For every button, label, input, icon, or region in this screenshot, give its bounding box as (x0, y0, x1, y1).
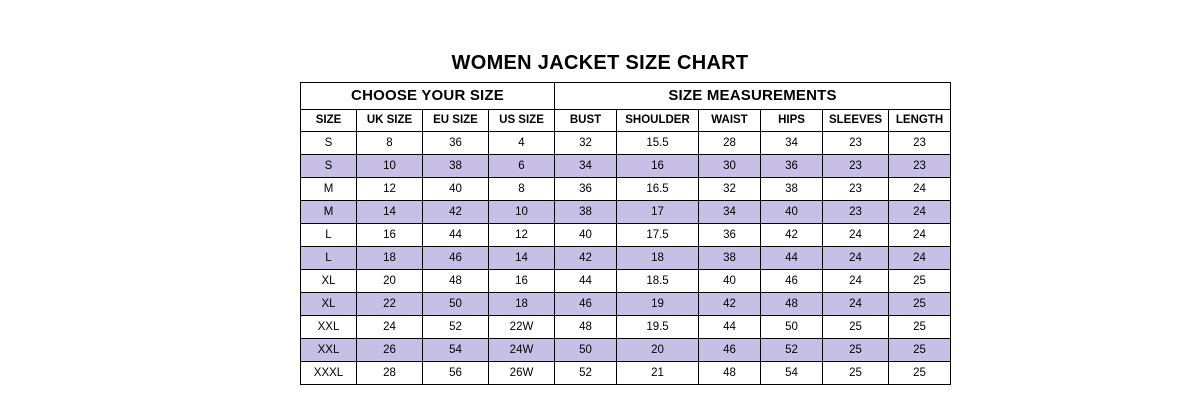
table-row (301, 293, 951, 316)
table-cell: 18.5 (617, 270, 699, 293)
table-cell: 48 (761, 293, 823, 316)
table-cell: XXL (301, 339, 357, 362)
column-header-size: SIZE (301, 110, 357, 132)
table-cell: 12 (489, 224, 555, 247)
table-cell: 17 (617, 201, 699, 224)
table-cell: 44 (423, 224, 489, 247)
table-cell: 25 (823, 339, 889, 362)
table-body (301, 132, 951, 385)
table-cell: 36 (761, 155, 823, 178)
table-cell: 16 (357, 224, 423, 247)
table-cell: 54 (761, 362, 823, 385)
table-cell: 16 (617, 155, 699, 178)
table-cell: 23 (823, 132, 889, 155)
table-cell: 48 (699, 362, 761, 385)
table-cell: 48 (555, 316, 617, 339)
table-cell: 17.5 (617, 224, 699, 247)
table-cell: 14 (489, 247, 555, 270)
table-cell: 24 (889, 201, 951, 224)
table-cell: 25 (889, 339, 951, 362)
table-cell: XL (301, 293, 357, 316)
column-header-eu-size: EU SIZE (423, 110, 489, 132)
column-header-waist: WAIST (699, 110, 761, 132)
size-chart-table (300, 82, 951, 385)
table-cell: 24 (823, 224, 889, 247)
column-header-uk-size: UK SIZE (357, 110, 423, 132)
table-row (301, 132, 951, 155)
table-row (301, 155, 951, 178)
table-cell: 44 (699, 316, 761, 339)
table-cell: 50 (555, 339, 617, 362)
table-cell: 32 (699, 178, 761, 201)
table-row (301, 339, 951, 362)
table-cell: 4 (489, 132, 555, 155)
table-cell: 25 (889, 362, 951, 385)
table-cell: 24 (357, 316, 423, 339)
table-cell: 46 (761, 270, 823, 293)
table-cell: 46 (423, 247, 489, 270)
table-cell: 12 (357, 178, 423, 201)
table-cell: S (301, 132, 357, 155)
page-title: WOMEN JACKET SIZE CHART (451, 52, 749, 74)
table-cell: 38 (555, 201, 617, 224)
table-row (301, 270, 951, 293)
table-cell: 22W (489, 316, 555, 339)
table-cell: 30 (699, 155, 761, 178)
table-cell: 19.5 (617, 316, 699, 339)
table-cell: 22 (357, 293, 423, 316)
group-header-row (301, 83, 951, 110)
table-row (301, 201, 951, 224)
table-cell: 23 (823, 201, 889, 224)
table-cell: M (301, 201, 357, 224)
table-cell: M (301, 178, 357, 201)
table-cell: 28 (699, 132, 761, 155)
table-cell: 44 (761, 247, 823, 270)
table-cell: 16.5 (617, 178, 699, 201)
table-cell: 54 (423, 339, 489, 362)
column-header-sleeves: SLEEVES (823, 110, 889, 132)
table-cell: 42 (699, 293, 761, 316)
table-cell: 46 (555, 293, 617, 316)
size-chart-table-wrapper (300, 82, 944, 385)
table-cell: 52 (423, 316, 489, 339)
table-header (301, 83, 951, 132)
table-cell: 40 (555, 224, 617, 247)
table-cell: 42 (555, 247, 617, 270)
table-cell: 38 (699, 247, 761, 270)
column-header-bust: BUST (555, 110, 617, 132)
table-cell: L (301, 224, 357, 247)
table-cell: 23 (823, 155, 889, 178)
table-row (301, 178, 951, 201)
table-cell: 25 (889, 293, 951, 316)
table-row (301, 224, 951, 247)
table-cell: 21 (617, 362, 699, 385)
table-cell: 34 (761, 132, 823, 155)
table-cell: 36 (555, 178, 617, 201)
table-cell: 42 (423, 201, 489, 224)
table-cell: XXXL (301, 362, 357, 385)
table-cell: 23 (889, 155, 951, 178)
table-cell: 10 (357, 155, 423, 178)
group-header-choose-your-size: CHOOSE YOUR SIZE (301, 83, 555, 110)
table-cell: 38 (761, 178, 823, 201)
table-cell: 32 (555, 132, 617, 155)
table-cell: 38 (423, 155, 489, 178)
table-cell: 36 (423, 132, 489, 155)
table-cell: XL (301, 270, 357, 293)
table-cell: 18 (489, 293, 555, 316)
table-cell: 26 (357, 339, 423, 362)
table-cell: 40 (699, 270, 761, 293)
table-cell: 52 (555, 362, 617, 385)
table-cell: 20 (357, 270, 423, 293)
column-header-hips: HIPS (761, 110, 823, 132)
group-header-size-measurements: SIZE MEASUREMENTS (555, 83, 951, 110)
column-header-shoulder: SHOULDER (617, 110, 699, 132)
table-row (301, 362, 951, 385)
table-cell: 6 (489, 155, 555, 178)
table-cell: 26W (489, 362, 555, 385)
table-cell: 24W (489, 339, 555, 362)
table-cell: 25 (823, 362, 889, 385)
table-cell: 25 (889, 270, 951, 293)
table-cell: XXL (301, 316, 357, 339)
table-cell: 8 (489, 178, 555, 201)
table-cell: 14 (357, 201, 423, 224)
table-cell: 48 (423, 270, 489, 293)
table-cell: 15.5 (617, 132, 699, 155)
table-row (301, 316, 951, 339)
table-cell: 23 (889, 132, 951, 155)
table-cell: 24 (889, 247, 951, 270)
table-cell: 18 (617, 247, 699, 270)
column-header-us-size: US SIZE (489, 110, 555, 132)
table-cell: S (301, 155, 357, 178)
table-cell: 28 (357, 362, 423, 385)
table-cell: 50 (423, 293, 489, 316)
table-cell: L (301, 247, 357, 270)
table-cell: 25 (889, 316, 951, 339)
table-cell: 10 (489, 201, 555, 224)
table-cell: 24 (889, 224, 951, 247)
table-cell: 20 (617, 339, 699, 362)
table-cell: 34 (699, 201, 761, 224)
table-cell: 34 (555, 155, 617, 178)
table-cell: 44 (555, 270, 617, 293)
table-cell: 40 (761, 201, 823, 224)
table-cell: 42 (761, 224, 823, 247)
table-cell: 24 (823, 270, 889, 293)
table-cell: 25 (823, 316, 889, 339)
table-cell: 19 (617, 293, 699, 316)
table-cell: 8 (357, 132, 423, 155)
table-cell: 46 (699, 339, 761, 362)
table-cell: 40 (423, 178, 489, 201)
table-cell: 23 (823, 178, 889, 201)
column-header-length: LENGTH (889, 110, 951, 132)
table-cell: 52 (761, 339, 823, 362)
table-cell: 24 (889, 178, 951, 201)
table-row (301, 247, 951, 270)
table-cell: 24 (823, 247, 889, 270)
column-header-row (301, 110, 951, 132)
table-cell: 50 (761, 316, 823, 339)
table-cell: 36 (699, 224, 761, 247)
table-cell: 24 (823, 293, 889, 316)
table-cell: 16 (489, 270, 555, 293)
table-cell: 56 (423, 362, 489, 385)
table-cell: 18 (357, 247, 423, 270)
